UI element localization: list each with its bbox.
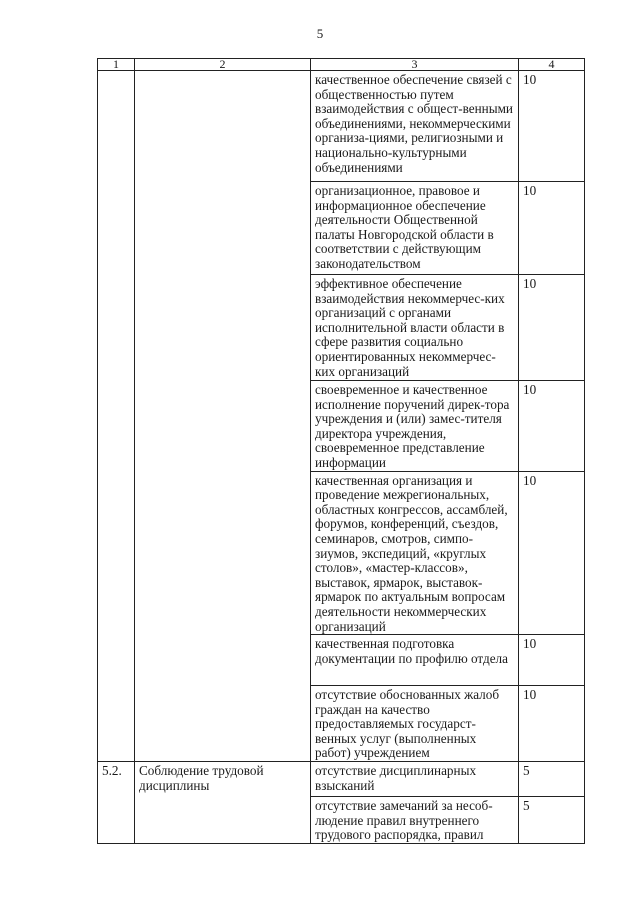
points-value: 10 bbox=[523, 687, 537, 703]
table-row bbox=[98, 762, 585, 797]
points-value: 10 bbox=[523, 382, 537, 397]
column-header-1: 1 bbox=[98, 59, 135, 71]
indicator-text: качественное обеспечение связей с общественностью путем взаимодействия с общест-венными объединениями, некоммерческими организа-циями, религиозными и национально-культурными объединениями bbox=[315, 72, 513, 175]
indicator-text: качественная подготовка документации по профилю отдела bbox=[315, 636, 508, 666]
indicator-text: отсутствие замечаний за несоб-людение правил внутреннего трудового распорядка, правил bbox=[315, 798, 493, 843]
indicator-text: эффективное обеспечение взаимодействия некоммерчес-ких организаций с органами исполнительной власти области в сфере развития социально ориентированных некоммерчес-ких организаций bbox=[315, 276, 505, 379]
column-header-3: 3 bbox=[311, 59, 519, 71]
points-value: 10 bbox=[523, 472, 537, 488]
section-number: 5.2. bbox=[102, 763, 122, 779]
indicator-text: своевременное и качественное исполнение поручений дирек-тора учреждения и (или) замес-тителя директора учреждения, своевременное представление информации bbox=[315, 382, 510, 470]
criteria-table bbox=[97, 58, 585, 844]
table-header-row bbox=[98, 59, 585, 71]
column-header-4: 4 bbox=[519, 59, 585, 71]
indicator-text: отсутствие обоснованных жалоб граждан на качество предоставляемых государст-венных услуг (выполненных работ) учреждением bbox=[315, 687, 500, 761]
points-value: 10 bbox=[523, 636, 537, 652]
indicator-text: отсутствие дисциплинарных взысканий bbox=[315, 763, 477, 793]
indicator-text: качественная организация и проведение межрегиональных, областных конгрессов, ассамблей, форумов, конференций, съездов, семинаров, смотров, симпо-зиумов, экспедиций, «круглых столов», «мастер-классов», выставок, ярмарок, выставок-ярмарок по актуальным вопросам деятельности некоммерческих организаций bbox=[315, 472, 508, 634]
points-value: 10 bbox=[523, 183, 537, 198]
criterion-text: Соблюдение трудовой дисциплины bbox=[139, 763, 264, 793]
number-cell-empty bbox=[98, 71, 135, 762]
points-value: 5 bbox=[523, 798, 530, 814]
points-value: 10 bbox=[523, 72, 537, 87]
points-value: 10 bbox=[523, 276, 537, 291]
page-number: 5 bbox=[316, 26, 324, 41]
points-value: 5 bbox=[523, 763, 530, 779]
column-header-2: 2 bbox=[135, 59, 311, 71]
criterion-cell-empty bbox=[135, 71, 311, 762]
table-row bbox=[98, 71, 585, 182]
indicator-text: организационное, правовое и информационное обеспечение деятельности Общественной палаты Новгородской области в соответствии с действующим законодательством bbox=[315, 183, 494, 271]
